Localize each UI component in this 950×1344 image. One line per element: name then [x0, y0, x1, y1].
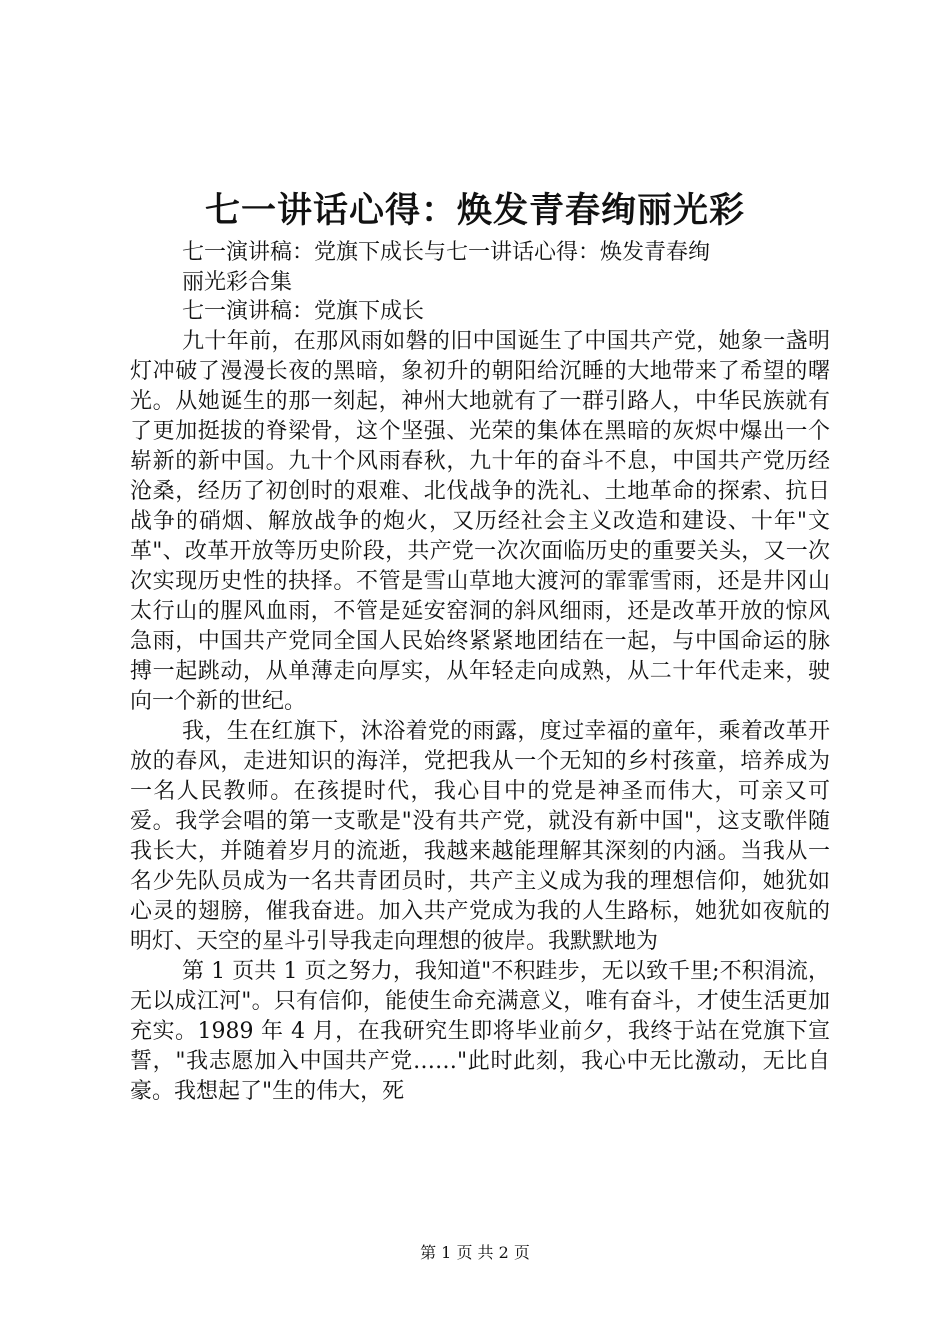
section-heading: 七一演讲稿：党旗下成长 — [182, 299, 425, 324]
paragraph: 第 1 页共 1 页之努力，我知道"不积跬步，无以致千里;不积涓流，无以成江河"。只有信仰，能使生命充满意义，唯有奋斗，才使生活更加充实。1989 年 4 月，在我研究生即将毕业前夕，我终于站在党旗下宣誓，"我志愿加入中国共产党……"此时此刻，我心中无比激动，无比自豪。我想起了"生的伟大，死 — [130, 959, 831, 1104]
subtitle-line-1: 七一演讲稿：党旗下成长与七一讲话心得：焕发青春绚 — [182, 240, 711, 265]
document-title: 七一讲话心得：焕发青春绚丽光彩 — [204, 190, 745, 231]
subtitle-line-2: 丽光彩合集 — [182, 270, 293, 295]
paragraph: 我，生在红旗下，沐浴着党的雨露，度过幸福的童年，乘着改革开放的春风，走进知识的海洋，党把我从一个无知的乡村孩童，培养成为一名人民教师。在孩提时代，我心目中的党是神圣而伟大，可亲又可爱。我学会唱的第一支歌是"没有共产党，就没有新中国"，这支歌伴随我长大，并随着岁月的流逝，我越来越能理解其深刻的内涵。当我从一名少先队员成为一名共青团员时，共产主义成为我的理想信仰，她犹如心灵的翅膀，催我奋进。加入共产党成为我的人生路标，她犹如夜航的明灯、天空的星斗引导我走向理想的彼岸。我默默地为 — [130, 719, 830, 954]
paragraph: 九十年前，在那风雨如磐的旧中国诞生了中国共产党，她象一盏明灯冲破了漫漫长夜的黑暗，象初升的朝阳给沉睡的大地带来了希望的曙光。从她诞生的那一刻起，神州大地就有了一群引路人，中华民族就有了更加挺拔的脊梁骨，这个坚强、光荣的集体在黑暗的灰烬中爆出一个崭新的新中国。九十个风雨春秋，九十年的奋斗不息，中国共产党历经沧桑，经历了初创时的艰难、北伐战争的洗礼、土地革命的探索、抗日战争的硝烟、解放战争的炮火，又历经社会主义改造和建设、十年"文革"、改革开放等历史阶段，共产党一次次面临历史的重要关头，又一次次实现历史性的抉择。不管是雪山草地大渡河的霏霏雪雨，还是井冈山太行山的腥风血雨，不管是延安窑洞的斜风细雨，还是改革开放的惊风急雨，中国共产党同全国人民始终紧紧地团结在一起，与中国命运的脉搏一起跳动，从单薄走向厚实，从年轻走向成熟，从二十年代走来，驶向一个新的世纪。 — [130, 329, 830, 714]
page-footer: 第 1 页 共 2 页 — [420, 1243, 530, 1262]
body-text — [130, 327, 830, 1107]
document-subtitle — [182, 238, 802, 298]
